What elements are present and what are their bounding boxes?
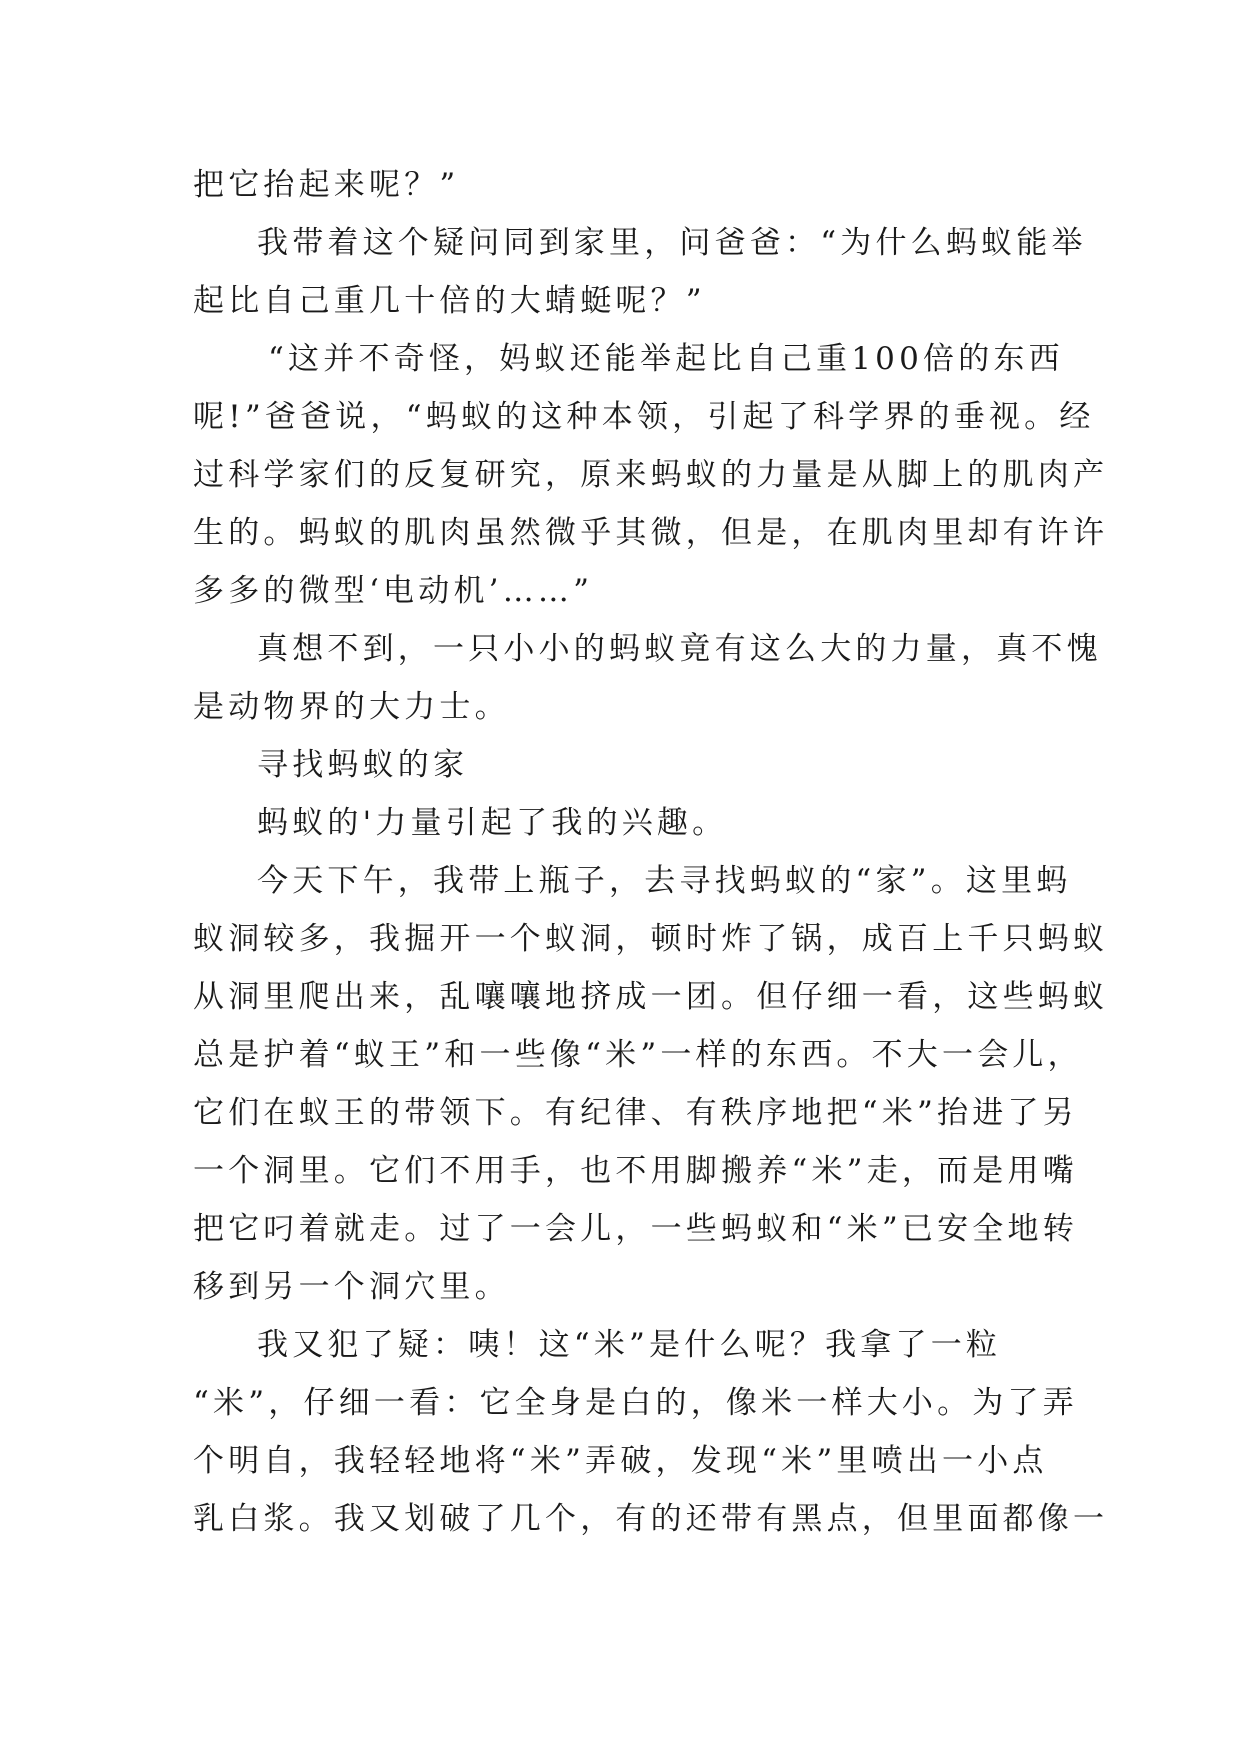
text-line: 今天下午，我带上瓶子，去寻找蚂蚁的“家”。这里蚂	[257, 863, 1072, 899]
text-line: 乳白浆。我又划破了几个，有的还带有黑点，但里面都像一	[193, 1501, 1109, 1537]
text-line: “米”，仔细一看：它全身是白的，像米一样大小。为了弄	[193, 1385, 1078, 1421]
text-line: 呢!”爸爸说，“蚂蚁的这种本领，引起了科学界的垂视。经	[193, 399, 1095, 435]
text-line: 多多的微型‘电动机’……”	[193, 573, 594, 609]
text-line: 真想不到，一只小小的蚂蚁竟有这么大的力量，真不愧	[257, 631, 1102, 667]
text-line: 起比自己重几十倍的大蜻蜓呢？”	[193, 283, 706, 319]
text-line: 它们在蚁王的带领下。有纪律、有秩序地把“米”抬进了另	[193, 1095, 1078, 1131]
text-line: 我又犯了疑：咦！这“米”是什么呢？我拿了一粒	[257, 1327, 1002, 1363]
text-line: 总是护着“蚁王”和一些像“米”一样的东西。不大一会儿，	[193, 1037, 1083, 1073]
text-line: 蚁洞较多，我掘开一个蚁洞，顿时炸了锅，成百上千只蚂蚁	[193, 921, 1109, 957]
text-line: “这并不奇怪，妈蚁还能举起比自己重100倍的东西	[268, 341, 1064, 377]
text-line: 个明自，我轻轻地将“米”弄破，发现“米”里喷出一小点	[193, 1443, 1048, 1479]
text-line: 从洞里爬出来，乱嚷嚷地挤成一团。但仔细一看，这些蚂蚁	[193, 979, 1109, 1015]
text-line: 一个洞里。它们不用手，也不用脚搬养“米”走，而是用嘴	[193, 1153, 1078, 1189]
text-line: 把它叼着就走。过了一会儿，一些蚂蚁和“米”已安全地转	[193, 1211, 1078, 1247]
section-heading: 寻找蚂蚁的家	[257, 747, 469, 783]
text-line: 过科学家们的反复研究，原来蚂蚁的力量是从脚上的肌肉产	[193, 457, 1109, 493]
text-line: 生的。蚂蚁的肌肉虽然微乎其微，但是，在肌肉里却有许许	[193, 515, 1109, 551]
text-line: 是动物界的大力士。	[193, 689, 510, 725]
text-line: 蚂蚁的'力量引起了我的兴趣。	[257, 805, 728, 841]
text-line: 移到另一个洞穴里。	[193, 1269, 510, 1305]
text-line: 把它抬起来呢？”	[193, 167, 460, 203]
text-line: 我带着这个疑问同到家里，问爸爸：“为什么蚂蚁能举	[257, 225, 1087, 261]
